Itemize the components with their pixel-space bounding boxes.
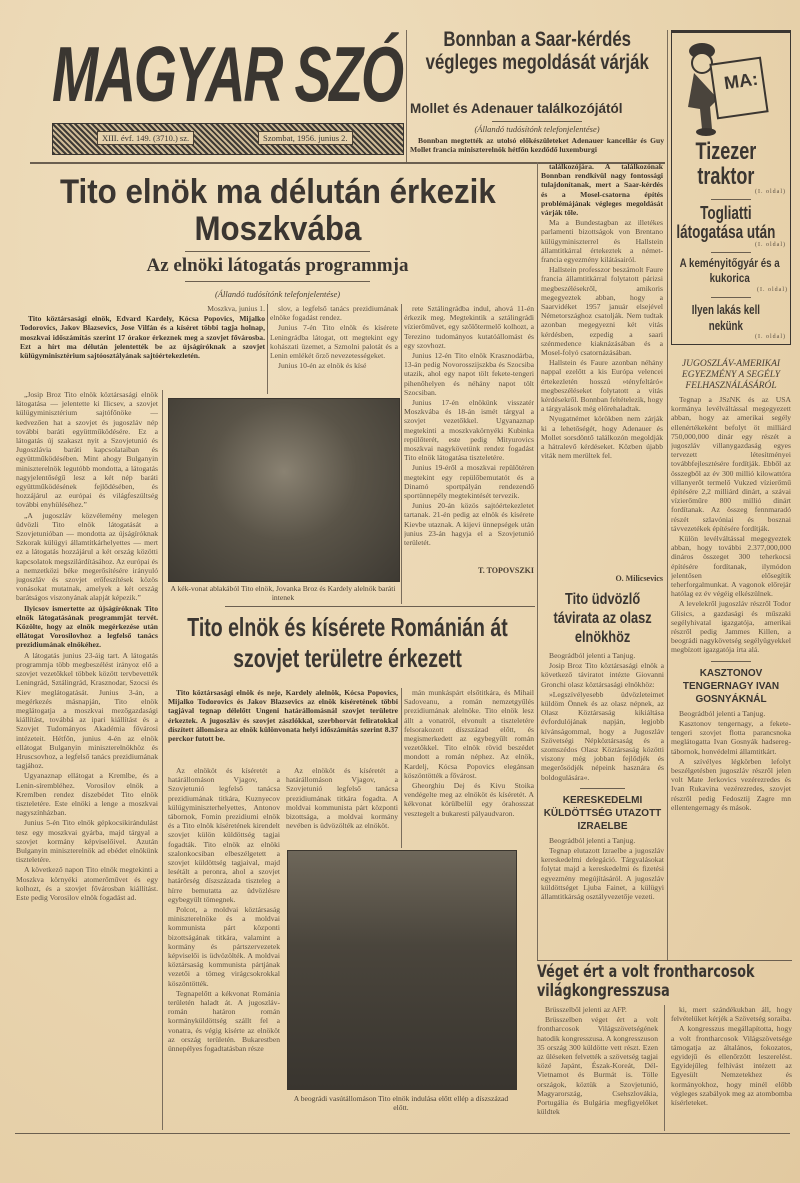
teaser-list	[672, 137, 790, 344]
romania-headline: Tito elnök és kísérete Románián át szovjet területre érkezett	[187, 612, 508, 673]
veterans-column-2	[671, 1005, 792, 1131]
saar-signature: O. Milicsevics	[615, 574, 663, 583]
aid-headline: JUGOSZLÁV-AMERIKAI EGYEZMÉNY A SEGÉLY FELHASZNÁLÁSÁRÓL	[681, 359, 781, 391]
telegram-headline: Tito üdvözlő távirata az olasz elnökhöz	[553, 591, 652, 646]
paragraph: Beográdból jelenti a Tanjug.	[679, 708, 766, 718]
tito-subhead: Az elnöki látogatás programmja	[146, 255, 409, 276]
veterans-article	[537, 963, 792, 1131]
aid-body	[671, 395, 791, 656]
paragraph: Gheorghiu Dej és Kivu Stoika vendégelte meg az elnököt és kíséretét. A kékvonat körülbelül egy órahosszat vesztegelt a bukaresti pályaudvaron.	[404, 781, 534, 818]
issue-date: Szombat, 1956. junius 2.	[258, 131, 353, 145]
teaser-page: (I. oldal)	[755, 334, 786, 340]
saar-headline: Bonnban a Saar-kérdés végleges megoldását várják	[425, 28, 649, 74]
paragraph: Junius 20-án közös sajtóértekezletet tartanak. 21-én pedig az elnök és kísérete Kievbe utaznak. A kijevi ünnepségek után junius 23-án hagyja el a Szovjetunió területét.	[404, 501, 534, 548]
telegram-body	[541, 651, 664, 783]
paragraph: Nyugatnémet körökben nem zárják ki a lehetőségét, hogy Adenauer és Mollet sorsdöntő találkozón megoldják a hátralevő kérdéseket. Közben újabb viták nem merültek fel.	[541, 414, 663, 461]
tito-headline-wrap	[18, 174, 538, 250]
paragraph: Tegnap elutazott Izraelbe a jugoszláv kereskedelmi delegáció. Tárgyalásokat folytat majd a kereskedelmi és fizetési egyezmény megújításáról. A jugoszláv küldöttséget Ljuba Fainet, a külügyi államtitkárság osztályvezetője vezeti.	[541, 846, 664, 902]
teaser-title: Togliatti látogatása után	[676, 203, 776, 242]
teaser-item[interactable]	[672, 298, 790, 344]
tito-column-1	[16, 390, 158, 1130]
tito-signature: T. TOPOVSZKI	[477, 566, 534, 575]
paragraph: Brüsszelből jelenti az AFP.	[545, 1005, 627, 1014]
paragraph: A látogatás junius 23-áig tart. A látogatás programmja több megbeszélést irányoz elő a szovjet vezetőkkel többek között tervbevették Leningrád, Sztálingrád, Krasznodar, Szocsi és Kiev meglátogatását. Junius 3-án, a megérkezés másnapján, Tito elnök meglátogatja a moszkvai mezőgazdasági kiállítást, továbbá az ipari kiállítást és a Szovjet Tudományos Akadémia fővárosi intézeteit. Hétfőn, junius 4-én az elnök ellátogat Bulganyin miniszterelnökhöz és Hruscsovhoz, a legfelső tanács prezidiumának tagjához.	[16, 650, 158, 771]
admiral-headline: KASZTONOV TENGERNAGY IVAN GOSNYÁKNÁL	[682, 667, 780, 705]
teaser-page: (I. oldal)	[755, 189, 786, 195]
paragraph: Hallstein és Faure azonban néhány nappal ezelőtt a kis Európa velencei értekezletén hosszú »tényfeltáró« megbeszéléseket folytatott a vitás kérdésekről. Bonnban feltételezik, hogy a tárgyalások még előrehaladtak.	[541, 358, 663, 414]
paragraph: Junius 19-éről a moszkvai repülőtéren megtekint egy repülőbemutatót és a Dinamó sportpályán rendezendő sportünnepély megtekintését tervezik.	[404, 463, 534, 501]
teaser-item[interactable]	[672, 253, 790, 297]
veterans-headline-wrap	[537, 963, 792, 1001]
paragraph: Tegnap a JSzNK és az USA kormánya levélváltással megegyezett abban, hogy az amerikai segély ellenértékeként befolyt öt milliárd 750,000,000 dinár egy részét a jugoszláv villanygazdaság egyes tervezett létesítményei továbbfejlesztésére fordítják. Ebből az összegből az év 300 millió kilowattóra villanyerőt termelő Vukzed vízierőmű építésére 2,2 milliárd dinárt, a szávai vízierőműre 800 millió dinárt fordítanak. Az összeg fennmaradó részét szlavóniai és bosznai távvezetékek építésére fordítják.	[671, 395, 791, 533]
paragraph: A szívélyes légkörben lefolyt beszélgetésben jugoszláv részről jelen volt Mate Jerkovics vezérezredes és Ivan Rukavina vezérezredes, szovjet részről pedig Fedosztij Zagre mn ellentengernagy és mások.	[671, 756, 791, 812]
teaser-title: Tizezer traktor	[695, 138, 757, 190]
teaser-title: A keményitőgyár és a kukorica	[679, 258, 780, 285]
paragraph: Brüsszelben véget ért a volt frontharcosok Világszövetségének hatodik kongresszusa. A kongresszuson 35 ország 300 küldötte vett részt. Ezen az üléseken felvették a szövetség tagjai közé Japánt, Észak-Koreát, Dél-Vietnamot és Burmát is. Tölle országok, köztük a Szovjetunió, Magyarország, Csehszlovákia, Portugália és Bulgária megfigyelőket küldtek	[537, 1015, 658, 1117]
tito-lead	[20, 304, 265, 386]
issue-number: XIII. évf. 149. (3710.) sz.	[97, 131, 194, 145]
teaser-item[interactable]	[672, 200, 790, 252]
saar-lead	[410, 136, 664, 160]
photo-tito-train-window	[168, 398, 400, 582]
paragraph: „A jugoszláv közvélemény melegen üdvözli Tito elnök látogatását a Szovjetunióban — mondotta az újságíróknak Szkorak külügyi államtitkárhelyettes — mert ez a látogatás hozzájárul a két ország közötti kapcsolatok megszilárdításához. Az európai és a nemzetközi béke megerősítésére irányuló jugoszláv és szovjet erőfeszítések közös vonásokat mutatnak, amelyek a két ország barátságos viszonyának alapját képezik.”	[16, 510, 158, 603]
romania-lead-text: Tito köztársasági elnök és neje, Kardely alelnök, Kócsa Popovics, Mijalko Todorovics és Jakov Blazsevics az elnök kíséretének többi tagjával tegnap délelőtt Ungeni határállomásnál szovjet területre érkeztek. A jugoszláv és szovjet zászlókkal, szerbhorvát feliratokkal díszített állomásra az elnök különvonata helyi időszámítás szerint 8.37 perckor futott be.	[168, 688, 398, 744]
saar-lead-text: Bonnban megtették az utolsó előkészületeket Adenauer kancellár és Guy Mollet francia miniszterelnök hétfőn kezdődő luxemburgi	[410, 136, 664, 155]
paragraph: „Josip Broz Tito elnök köztársasági elnök látogatása — jelentette ki Ilicsev, a szovjet külügyminisztérium sajtófőnöke — kedvezően hat a szovjet és jugoszláv nép további baráti együttműködésére. Ez a látogatás új szakaszt nyit a Szovjetunió és Jugoszlávia baráti kapcsolataiban és együttműködésében. Mint ahogy Bulganyin miniszterelnök legutóbb mondotta, a látogatás nagyjelentőségű lesz a két nép baráti együttműködésének fejlődésében, és hozzájárul az európai és világfeszültség további enyhüléséhez.”	[16, 390, 158, 510]
paragraph: Junius 17-én elnökünk visszatér Moszkvába és 18-án ismét tárgyal a szovjet vezetőkkel. Ugyanaznap megtekinti a moszkvakörnyéki Kubinka repülőterét, este pedig Mityurovics moszkvai nagykövetünk rendez fogadást Tito elnök látogatása tiszteletére.	[404, 398, 534, 463]
photo-caption: A beográdi vasútállomáson Tito elnök indulása előtt ellép a díszszázad előtt.	[293, 1094, 509, 1112]
veterans-columns	[537, 1005, 792, 1131]
telegram-headline-wrap	[541, 590, 664, 647]
paragraph: Hallstein professzor beszámolt Faure francia államtitkárral folytatott párizsi megbeszélésekről, amikoris megegyeztek abban, hogy a Saarvidéket 1957 január elsejével Németországhoz csatolják. Nem tudtak azonban megegyezni két vitás kérdésben, ezpedig a saari szénmedence kiaknázásában és a Mosel-folyó csatornázásában.	[541, 265, 663, 358]
teaser-page: (I. oldal)	[757, 287, 788, 293]
tito-lead-text: Tito köztársasági elnök, Edvard Kardely, Kócsa Popovics, Mijalko Todorovics, Jakov Blazsevics, Jose Vilfán és a kíséret többi tagja holnap, moszkvai időszámítás szerint 17 órakor érkeznek meg a szovjet fővárosba. Ezt a hírt ma délután jelentették be az újságíróknak a szovjet külügyminisztérium sajtóosztályának sajtóértekezletén.	[20, 314, 265, 361]
newspaper-masthead: MAGYAR SZÓ	[52, 30, 402, 118]
paragraph: Beográdból jelenti a Tanjug.	[549, 835, 636, 845]
tito-column-3	[404, 304, 534, 562]
saar-top	[410, 28, 664, 160]
paragraph: »Legszívélyesebb üdvözleteimet küldöm Önnek és az olasz népnek, az Olasz Köztársaság kikiáltása évfordulójának napján, legjobb kívánságommal, hogy a Jugoszláv Szövetségi Népköztársaság és a szomszédos Olasz Köztársaság közötti viszony még jobban fejlődjék és megerősödjék népeink hasznára és boldogulására«.	[541, 689, 664, 782]
paragraph: Polcot, a moldvai köztársaság miniszterelnöke és a moldvai kommunista párt központi bizottságának titkára, valamint a kormány és pártszervezetek képviselői is üdvözölték. A moldvai köztársaság kommunista pártjának vezetői a tömeg virágcsokrokkal köszöntötték.	[168, 905, 280, 988]
issue-strip	[52, 123, 404, 155]
paragraph: Beográdból jelenti a Tanjug.	[549, 651, 636, 660]
teaser-box	[671, 30, 791, 345]
teaser-page: (I. oldal)	[755, 242, 786, 248]
admiral-body	[671, 709, 791, 958]
paragraph: Junius 10-én az elnök és kísé	[278, 361, 367, 371]
paragraph: találkozójára. A találkozónak Bonnban rendkívül nagy fontossági tulajdonítanak, mert a Saar-kérdés és a Mosel-csatorna építés problémájának végleges megoldását várják tőle.	[541, 162, 663, 218]
saar-subhead-wrap	[410, 100, 664, 118]
paragraph: mán munkáspárt elsőtitkára, és Mihail Sadoveanu, a román nemzetgyűlés prezidiumának alelnöke. Tito elnök lesz állt a vonatról, elvonult a tiszteletére felsorakozott díszszázad előtt, és megismerkedett az egybegyűlt román vezetőkkel. Tito elnök rövid beszédet mondott a román néphez. Az elnök, Kardelj, Kócsa Popovics elegánsan köszöntötték a fővárost.	[404, 688, 534, 780]
cartoon-sign: MA:	[722, 68, 760, 94]
tito-dateline: Moszkva, junius 1.	[207, 304, 265, 313]
telegram-trade-column	[541, 590, 664, 958]
trade-headline: KERESKEDELMI KÜLDÖTTSÉG UTAZOTT IZRAELBE	[543, 794, 662, 832]
photo-caption: A kék-vonat ablakából Tito elnök, Jovanka Broz és Kardely alelnök baráti intenek	[170, 584, 396, 602]
paragraph: Josip Broz Tito köztársasági elnök a következő táviratot intézte Giovanni Gronchi olasz köztársasági elnökhöz:	[541, 661, 664, 689]
saar-source: (Állandó tudósítónk telefonjelentése)	[474, 124, 600, 134]
paragraph: Junius 7-én Tito elnök és kísérete Leningrádba látogat, ott megtekint egy kohászati üzemet, a Szmolni palotát és a Lenin emlékét őrző nevezetességeket.	[270, 323, 398, 361]
paragraph: Kasztonov tengernagy, a fekete-tengeri szovjet flotta parancsnoka meglátogatta Ivan Gosnyák hadsereg-tábornok, honvédelmi államtitkárt.	[671, 718, 791, 756]
paragraph: A levelekről jugoszláv részről Todor Glisics, a gazdasági és műszaki segélyhivatal igazgatója, amerikai részről pedig Jammes Killen, a beográdi nagykövetség segélyügyekkel megbízott igazgatója írta alá.	[671, 599, 791, 655]
paragraph: Külön levélváltással megegyeztek abban, hogy további 2.377,000,000 dináros összeget 300 teherkocsi építésére fordítanak, ilymódon jelentősen elősegítik teherforgalmunkat. A vagonok előrejár hatólag ez év végéig elkészülnek.	[671, 534, 791, 599]
paragraph: A kongresszus megállapította, hogy a volt frontharcosok Világszövetsége támogatja az általános, fokozatos, egyidejű és ellenőrzött leszerelést. Egyidejűleg felhívást intézett az Egyesült Nemzetekhez és kormányokhoz, hogy minél előbb végleges szabályok meg az atombomba kísérleteket.	[671, 1024, 792, 1108]
romania-column-2	[286, 766, 398, 846]
paragraph: Junius 12-én Tito elnök Krasznodárba, 13-án pedig Novorosszijszkba és Szocsiba utazik, ahol egy napot tölt fekete-tengeri pihenőhelyen és néhány napot tölt Szocsiban.	[404, 351, 534, 397]
veterans-headline: Véget ért a volt frontharcosok világkongresszusa	[537, 963, 755, 1001]
paragraph: ki, mert szándékukban áll, hogy felvételüket kérjék a Szövetség soraiba.	[671, 1005, 792, 1024]
saar-subhead: Mollet és Adenauer találkozójától	[410, 101, 623, 116]
romania-column-1	[168, 766, 280, 1128]
photo-belgrade-station	[287, 850, 517, 1090]
veterans-column-1	[537, 1005, 658, 1131]
paragraph: A következő napon Tito elnök megtekinti a Moszkva környéki atomerőművet és egy kolhozt, és a szovjet fővárosban kiállítást. Este pedig Vorosilov elnök fogadást ad.	[16, 865, 158, 902]
romania-headline-wrap	[160, 612, 535, 682]
paragraph: slov, a legfelső tanács prezidiumának elnöke fogadást rendez.	[270, 304, 398, 323]
saar-body	[541, 162, 663, 570]
teaser-title: Ilyen lakás kell nekünk	[691, 302, 761, 333]
saar-headline-wrap	[410, 28, 664, 100]
tito-column-2	[270, 304, 398, 392]
paragraph: Ugyanaznap ellátogat a Kremlbe, és a Lenin-sírembléhez. Vorosilov elnök a Kremlben rendez díszebédet Tito elnök tiszteletére. Este elnöki a lenge a moszkvai nagyszínházban.	[16, 771, 158, 818]
paragraph: Ma a Bundestagban az illetékes parlamenti bizottságok von Brentano külügyminiszterrel és Hallstein államtitkárral értekeztek a német-francia egyezmény kilátásairól.	[541, 218, 663, 265]
romania-lead	[168, 688, 398, 762]
cartoon	[672, 33, 790, 137]
right-column	[671, 30, 791, 958]
paragraph: Tegnapelőtt a kékvonat Románia területén haladt át. A jugoszláv-román határon román kormányküldöttség szállt fel a vonatra, és végig kísérte az elnököt az ország területén. Bukarestben ünnepélyes fogadtatásban része	[168, 988, 280, 1054]
paragraph: Az elnököt és kíséretét a határállomáson Vjagov, a Szovjetunió legfelső tanácsa prezidiumának titkára fogadta. A moldvai kommunista párt központi bizottsága, a moldvai kormány nevében is üdvözölték az elnököt.	[286, 766, 398, 831]
romania-column-3	[404, 688, 534, 846]
tito-headline: Tito elnök ma délután érkezik Moszkvába	[60, 174, 496, 248]
trade-body	[541, 836, 664, 958]
paragraph: Az elnököt és kíséretét a határállomáson Vjagov, a Szovjetunió legfelső tanácsa prezidiumának titkára, Kuznyecov külügyminiszterhelyettes, Antonov tábornok, Fomin prezidiumi elnök és a Tito elnök kíséretének kirendelt szovjet külön küldöttség tagjai fogadták. Tito elnök az elnöki szalonkocsiban elbeszélgetett a szovjet küldöttség tagjaival, majd lesétált a peronra, ahol a szovjet határőrség díszszázada tiszteleg a hírre bemutatta az üdvözlésre egybegyült tömegnek.	[168, 766, 280, 904]
paragraph: Ilyicsov ismertette az újságíróknak Tito elnök látogatásának programmját tervét. Közölte, hogy az elnök megérkezése után ellátogat Vorosilovhoz a legfelső tanács prezidiumának elnökéhez.	[16, 603, 158, 650]
tito-source: (Állandó tudósítónk telefonjelentése)	[214, 289, 341, 299]
paragraph: Junius 5-én Tito elnök gépkocsikirándulást tesz egy moszkvai gyárba, majd tárgyal a szovjet kormány képviselőivel. Azután Bulganyin miniszterelnök ad ebédet elnökünk tiszteletére.	[16, 818, 158, 865]
paragraph: rete Sztálingrádba indul, ahová 11-én érkezik meg. Megtekintik a sztálingrádi vízierőművet, egy szőlőtermelő kolhozt, a Terezino tudományos kutatóállomást és egy szovhozt.	[404, 304, 534, 350]
teaser-item[interactable]	[672, 137, 790, 199]
